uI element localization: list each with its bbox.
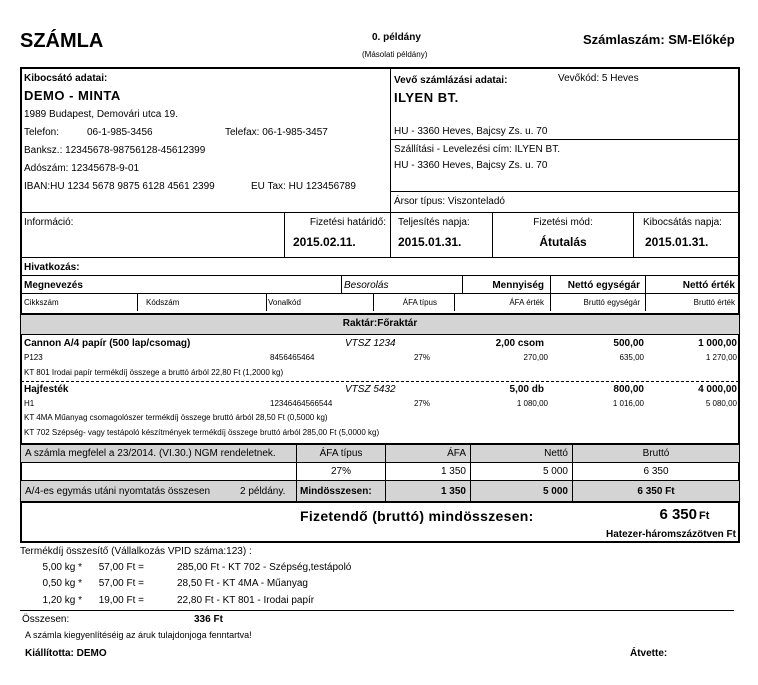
due-date: 2015.02.11. bbox=[293, 235, 356, 249]
total-net: 5 000 bbox=[542, 486, 568, 497]
fee-amount: 28,50 Ft - KT 4MA - Műanyag bbox=[177, 578, 308, 589]
sum-gross-label: Bruttó bbox=[642, 448, 670, 459]
sum-vat-rate: 27% bbox=[330, 466, 351, 477]
item-note: KT 4MA Műanyag csomagolószer termékdíj összege bruttó árból 28,50 Ft (0,5000 kg) bbox=[24, 413, 328, 422]
sum-gross-amount: 6 350 bbox=[643, 466, 669, 477]
fee-amount: 285,00 Ft - KT 702 - Szépség,testápoló bbox=[177, 562, 352, 573]
item-note: KT 702 Szépség- vagy testápoló készítmények termékdíj összege bruttó árból 285,00 Ft (5,0000 kg) bbox=[24, 428, 380, 437]
item-note: KT 801 Irodai papír termékdíj összege a bruttó árból 22,80 Ft (1,2000 kg) bbox=[24, 368, 284, 377]
grand-total-label: Mindösszesen: bbox=[300, 486, 372, 497]
price-type: Ársor típus: Viszonteladó bbox=[394, 196, 505, 207]
col-code: Kódszám bbox=[146, 298, 180, 307]
invoice-number: Számlaszám: SM-Előkép bbox=[583, 32, 735, 47]
item-gross-value: 5 080,00 bbox=[705, 399, 737, 408]
buyer-address: HU - 3360 Heves, Bajcsy Zs. u. 70 bbox=[394, 126, 548, 137]
col-quantity: Mennyiség bbox=[492, 280, 544, 291]
col-net-value: Nettó érték bbox=[682, 280, 735, 291]
item-vat-value: 270,00 bbox=[523, 353, 548, 362]
issuer-fax: Telefax: 06-1-985-3457 bbox=[225, 127, 328, 138]
item-gross-value: 1 270,00 bbox=[705, 353, 737, 362]
payment-method: Átutalás bbox=[539, 235, 587, 249]
reference-label: Hivatkozás: bbox=[24, 262, 80, 273]
issuer-phone-label: Telefon: bbox=[24, 127, 60, 138]
col-unit-price: Nettó egységár bbox=[567, 280, 640, 291]
copy-number: 0. példány bbox=[372, 32, 421, 43]
fee-rate: 57,00 Ft = bbox=[98, 578, 144, 589]
fees-total-value: 336 Ft bbox=[194, 614, 223, 625]
shipping-address: HU - 3360 Heves, Bajcsy Zs. u. 70 bbox=[394, 160, 548, 171]
item-category: VTSZ 5432 bbox=[345, 384, 396, 395]
total-gross: 6 350 Ft bbox=[637, 486, 675, 497]
item-barcode: 12346464566544 bbox=[270, 399, 333, 408]
ownership-note: A számla kiegyenlítéséig az áruk tulajdonjoga fenntartva! bbox=[25, 630, 252, 640]
fee-rate: 57,00 Ft = bbox=[98, 562, 144, 573]
item-gross-unit: 1 016,00 bbox=[612, 399, 644, 408]
fee-amount: 22,80 Ft - KT 801 - Irodai papír bbox=[177, 595, 315, 606]
sum-net-amount: 5 000 bbox=[542, 466, 568, 477]
fee-qty: 0,50 kg * bbox=[42, 578, 82, 589]
sum-vat-label: ÁFA bbox=[447, 448, 466, 459]
sum-vat-type-label: ÁFA típus bbox=[319, 448, 363, 459]
col-sku: Cikkszám bbox=[24, 298, 59, 307]
col-name: Megnevezés bbox=[24, 280, 83, 291]
buyer-name: ILYEN BT. bbox=[394, 90, 459, 105]
shipping-line: Szállítási - Levelezési cím: ILYEN BT. bbox=[394, 144, 560, 155]
item-vat-type: 27% bbox=[413, 353, 430, 362]
due-date-label: Fizetési határidő: bbox=[309, 217, 386, 228]
col-vat-type: ÁFA típus bbox=[402, 298, 437, 307]
issuer-name: DEMO - MINTA bbox=[24, 88, 121, 103]
col-category: Besorolás bbox=[344, 280, 389, 291]
info-label: Információ: bbox=[24, 217, 74, 228]
total-vat: 1 350 bbox=[440, 486, 466, 497]
col-gross-unit: Bruttó egységár bbox=[583, 298, 640, 307]
issuer-iban: IBAN:HU 1234 5678 9875 6128 4561 2399 bbox=[24, 181, 215, 192]
item-unit-price: 500,00 bbox=[613, 338, 644, 349]
issuer-phone: 06-1-985-3456 bbox=[87, 127, 153, 138]
fee-qty: 1,20 kg * bbox=[42, 595, 82, 606]
item-gross-unit: 635,00 bbox=[619, 353, 644, 362]
col-vat-value: ÁFA érték bbox=[509, 298, 544, 307]
item-category: VTSZ 1234 bbox=[345, 338, 396, 349]
fees-total-label: Összesen: bbox=[22, 614, 70, 625]
copies-count: 2 példány. bbox=[240, 486, 286, 497]
col-barcode: Vonalkód bbox=[268, 298, 301, 307]
item-vat-value: 1 080,00 bbox=[516, 399, 548, 408]
item-sku: P123 bbox=[24, 353, 43, 362]
performance-date: 2015.01.31. bbox=[398, 235, 462, 249]
issued-by: Kiállította: DEMO bbox=[25, 648, 107, 659]
item-net-value: 1 000,00 bbox=[698, 338, 737, 349]
document-title: SZÁMLA bbox=[20, 30, 104, 52]
item-quantity: 5,00 db bbox=[509, 384, 544, 395]
item-net-value: 4 000,00 bbox=[698, 384, 737, 395]
fees-heading: Termékdíj összesítő (Vállalkozás VPID száma:123) : bbox=[20, 546, 252, 557]
copy-note: (Másolati példány) bbox=[362, 50, 428, 59]
payable-currency: Ft bbox=[699, 510, 710, 522]
item-name: Hajfesték bbox=[24, 384, 69, 395]
print-note: A/4-es egymás utáni nyomtatás összesen bbox=[25, 486, 211, 497]
col-gross-value: Bruttó érték bbox=[693, 298, 735, 307]
item-vat-type: 27% bbox=[413, 399, 430, 408]
issuer-eu-tax: EU Tax: HU 123456789 bbox=[251, 181, 356, 192]
item-sku: H1 bbox=[24, 399, 35, 408]
item-unit-price: 800,00 bbox=[613, 384, 644, 395]
fee-qty: 5,00 kg * bbox=[42, 562, 82, 573]
issuer-address: 1989 Budapest, Demovári utca 19. bbox=[24, 109, 178, 120]
regulation-note: A számla megfelel a 23/2014. (VI.30.) NGM rendeletnek. bbox=[25, 448, 276, 459]
item-quantity: 2,00 csom bbox=[495, 338, 544, 349]
issue-date: 2015.01.31. bbox=[645, 235, 709, 249]
sum-net-label: Nettó bbox=[544, 448, 568, 459]
item-barcode: 8456465464 bbox=[270, 353, 315, 362]
sum-vat-amount: 1 350 bbox=[440, 466, 466, 477]
warehouse-label: Raktár:Főraktár bbox=[342, 318, 418, 329]
issuer-heading: Kibocsátó adatai: bbox=[24, 73, 108, 84]
received-by: Átvette: bbox=[630, 648, 668, 659]
performance-date-label: Teljesítés napja: bbox=[398, 217, 470, 228]
item-name: Cannon A/4 papír (500 lap/csomag) bbox=[24, 338, 191, 349]
issue-date-label: Kibocsátás napja: bbox=[643, 217, 722, 228]
payable-in-words: Hatezer-háromszázötven Ft bbox=[605, 529, 736, 540]
payment-method-label: Fizetési mód: bbox=[533, 217, 593, 228]
buyer-code: Vevőkód: 5 Heves bbox=[558, 73, 639, 84]
buyer-heading: Vevő számlázási adatai: bbox=[394, 75, 508, 86]
issuer-bank: Banksz.: 12345678-98756128-45612399 bbox=[24, 145, 206, 156]
fee-rate: 19,00 Ft = bbox=[98, 595, 144, 606]
payable-label: Fizetendő (bruttó) mindösszesen: bbox=[300, 508, 534, 524]
issuer-tax-number: Adószám: 12345678-9-01 bbox=[24, 163, 140, 174]
payable-amount: 6 350 bbox=[659, 506, 697, 523]
